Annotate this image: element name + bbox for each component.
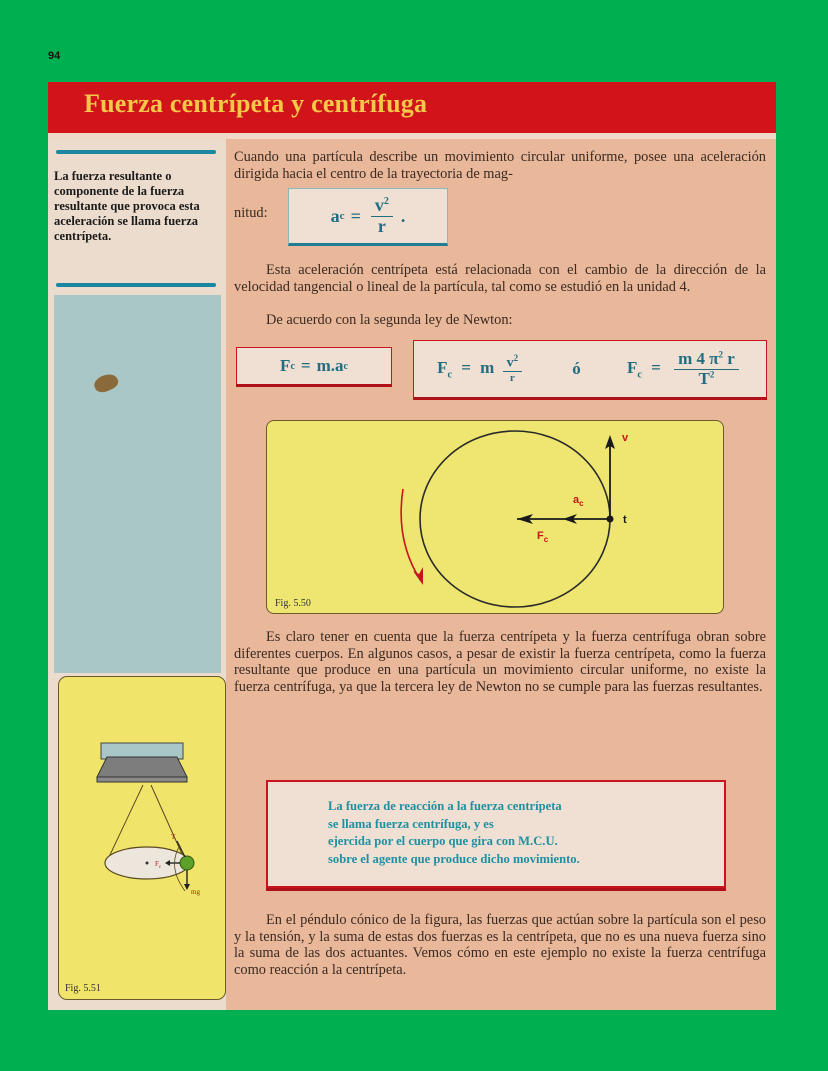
callout-text: La fuerza de reacción a la fuerza centrípeta se llama fuerza centrífuga, y es ejercida por el cuerpo que gira con M.C.U. sobre el agente que produce dicho movimiento. bbox=[328, 799, 580, 866]
centripetal-force-formulas bbox=[413, 340, 767, 400]
figure-5-50 bbox=[266, 420, 724, 614]
tension-label: T bbox=[171, 833, 176, 841]
fc-velocity-formula: $F_c = m$ $\frac{v^2}{r}$ bbox=[437, 354, 526, 384]
paragraph-5: En el péndulo cónico de la figura, las fuerzas que actúan sobre la partícula son el peso y la tensión, y la suma de estas dos fuerzas es la centrípeta, que no es una nueva fuerza sino la suma de las dos actuantes. Vemos cómo en este ejemplo no existe la fuerza centrífuga como reacción a la centrípeta. bbox=[234, 912, 766, 978]
figure-5-50-caption: Fig. 5.50 bbox=[275, 598, 311, 609]
insect-photo bbox=[92, 371, 121, 396]
particle-point bbox=[607, 516, 614, 523]
rotation-direction-arrow bbox=[401, 489, 421, 581]
figure-5-51 bbox=[58, 676, 226, 1000]
definition-callout bbox=[266, 780, 726, 888]
fc-period-formula: $F_c$ = $\frac{m 4 \pi^2 r}{T^2}$ bbox=[627, 350, 743, 388]
paragraph-2: Esta aceleración centrípeta está relacionada con el cambio de la dirección de la velocidad tangencial o lineal de la partícula, tal como se estudió en la unidad 4. bbox=[234, 262, 766, 295]
paragraph-3: De acuerdo con la segunda ley de Newton: bbox=[266, 312, 513, 328]
margin-bottom-rule bbox=[56, 283, 216, 287]
newton-second-law-formula: F c = m.a c bbox=[236, 347, 392, 387]
figure-5-51-caption: Fig. 5.51 bbox=[65, 983, 101, 994]
page-title: Fuerza centrípeta y centrífuga bbox=[84, 89, 428, 118]
svg-text:Fc: $F_c$ bbox=[155, 860, 162, 870]
acceleration-label: $a_c$ bbox=[573, 494, 584, 508]
margin-top-rule bbox=[56, 150, 216, 154]
or-conjunction: ó bbox=[572, 359, 581, 378]
page-number: 94 bbox=[48, 50, 61, 62]
margin-column bbox=[48, 139, 226, 1010]
intro-paragraph: Cuando una partícula describe un movimiento circular uniforme, posee una aceleración dirigida hacia el centro de la trayectoria de mag- bbox=[234, 149, 766, 182]
velocity-label: v bbox=[622, 432, 629, 444]
svg-text:mg: mg bbox=[191, 888, 200, 896]
margin-note: La fuerza resultante o componente de la fuerza resultante que provoca esta aceleración se llama fuerza centrípeta. bbox=[54, 169, 200, 243]
force-label: $F_c$ bbox=[537, 530, 549, 544]
intro-continuation: nitud: bbox=[234, 205, 268, 221]
tangent-point-label: t bbox=[623, 514, 627, 526]
paragraph-4: Es claro tener en cuenta que la fuerza centrípeta y la fuerza centrífuga obran sobre diferentes cuerpos. En algunos casos, a pesar de existir la fuerza centrípeta, como la fuerza resultante que produce en una partícula un movimiento circular uniforme, no existe la fuerza centrífuga, ya que la tercera ley de Newton no se cumple para las fuerzas resultantes. bbox=[234, 629, 766, 695]
title-bar bbox=[48, 82, 776, 133]
conical-pendulum-diagram bbox=[59, 677, 225, 999]
photo-panel bbox=[54, 295, 221, 673]
centripetal-acceleration-formula: a c = $\frac{v^2}{r}$ . bbox=[288, 188, 448, 246]
circular-motion-diagram bbox=[267, 421, 723, 613]
textbook-page bbox=[48, 82, 776, 1010]
